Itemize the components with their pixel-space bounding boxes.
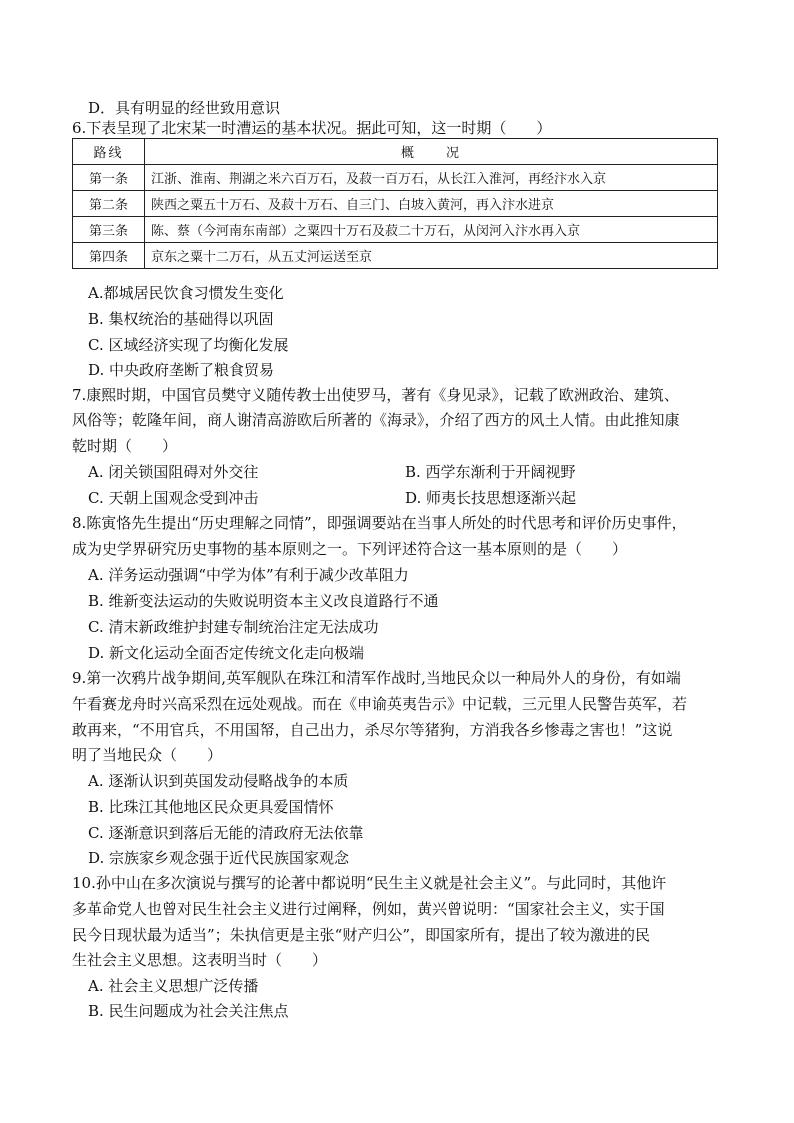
q10-option-a: A. 社会主义思想广泛传播 — [88, 977, 259, 995]
table-header-route: 路线 — [73, 139, 145, 165]
q9-stem-line-4: 明了当地民众（ ） — [72, 746, 223, 764]
q7-stem-line-3: 乾时期（ ） — [72, 437, 178, 455]
q8-option-d: D. 新文化运动全面否定传统文化走向极端 — [88, 644, 365, 662]
q7-option-c: C. 天朝上国观念受到冲击 — [88, 489, 259, 507]
q6-option-c: C. 区域经济实现了均衡化发展 — [88, 336, 289, 354]
q10-stem-line-4: 生社会主义思想。这表明当时（ ） — [72, 951, 328, 969]
table-row — [73, 243, 718, 269]
q8-option-a: A. 洋务运动强调“中学为体”有利于减少改革阻力 — [88, 566, 409, 584]
q10-stem-line-1: 10.孙中山在多次演说与撰写的论著中都说明“民生主义就是社会主义”。与此同时，其他许 — [72, 874, 667, 892]
table-row — [73, 165, 718, 191]
q7-option-b: B. 西学东渐利于开阔视野 — [405, 463, 576, 481]
q9-stem-line-1: 9.第一次鸦片战争期间,英军舰队在珠江和清军作战时,当地民众以一种局外人的身份，有如端 — [72, 669, 681, 687]
q5-option-d: D．具有明显的经世致用意识 — [88, 99, 281, 117]
q8-stem-line-1: 8.陈寅恪先生提出“历史理解之同情”，即强调要站在当事人所处的时代思考和评价历史事件， — [72, 514, 687, 532]
q7-option-d: D. 师夷长技思想逐渐兴起 — [405, 489, 577, 507]
q6-option-b: B. 集权统治的基础得以巩固 — [88, 310, 274, 328]
q7-stem-line-2: 风俗等；乾隆年间，商人谢清高游欧后所著的《海录》，介绍了西方的风土人情。由此推知康 — [72, 411, 680, 429]
table-cell-summary: 京东之粟十二万石，从五丈河运送至京 — [145, 243, 718, 269]
q8-stem-line-2: 成为史学界研究历史事物的基本原则之一。下列评述符合这一基本原则的是（ ） — [72, 540, 628, 558]
q10-option-b: B. 民生问题成为社会关注焦点 — [88, 1002, 289, 1020]
q6-option-a: A.都城居民饮食习惯发生变化 — [88, 284, 284, 302]
table-cell-route: 第一条 — [73, 165, 145, 191]
table-row — [73, 191, 718, 217]
table-cell-route: 第四条 — [73, 243, 145, 269]
q6-option-d: D. 中央政府垄断了粮食贸易 — [88, 361, 275, 379]
q7-stem-line-1: 7.康熙时期，中国官员樊守义随传教士出使罗马，著有《身见录》，记载了欧洲政治、建筑、 — [72, 386, 679, 404]
q8-option-c: C. 清末新政维护封建专制统治注定无法成功 — [88, 618, 379, 636]
q9-option-c: C. 逐渐意识到落后无能的清政府无法依靠 — [88, 824, 364, 842]
q9-stem-line-3: 敢再来，“不用官兵，不用国帑，自己出力，杀尽尔等猪狗，方消我各乡惨毒之害也！”这说 — [72, 721, 673, 739]
q8-option-b: B. 维新变法运动的失败说明资本主义改良道路行不通 — [88, 592, 439, 610]
q9-option-b: B. 比珠江其他地区民众更具爱国情怀 — [88, 798, 334, 816]
q9-option-d: D. 宗族家乡观念强于近代民族国家观念 — [88, 849, 350, 867]
q6-table — [72, 138, 718, 269]
q9-option-a: A. 逐渐认识到英国发动侵略战争的本质 — [88, 772, 349, 790]
q9-stem-line-2: 午看赛龙舟时兴高采烈在远处观战。而在《申谕英夷告示》中记载，三元里人民警告英军，若 — [72, 695, 688, 713]
q6-stem: 6.下表呈现了北宋某一时漕运的基本状况。据此可知，这一时期（ ） — [72, 119, 552, 137]
table-cell-summary: 陈、蔡（今河南东南部）之粟四十万石及菽二十万石，从闵河入汴水再入京 — [145, 217, 718, 243]
table-cell-route: 第三条 — [73, 217, 145, 243]
table-row — [73, 217, 718, 243]
q10-stem-line-3: 民今日现状最为适当”；朱执信更是主张“财产归公”，即国家所有，提出了较为激进的民 — [72, 926, 651, 944]
table-cell-summary: 江浙、淮南、荆湖之米六百万石，及菽一百万石，从长江入淮河，再经汴水入京 — [145, 165, 718, 191]
table-cell-route: 第二条 — [73, 191, 145, 217]
table-cell-summary: 陕西之粟五十万石、及菽十万石、自三门、白坡入黄河，再入汴水进京 — [145, 191, 718, 217]
table-header-summary: 概 况 — [145, 139, 718, 165]
table-header-row — [73, 139, 718, 165]
q10-stem-line-2: 多革命党人也曾对民生社会主义进行过阐释，例如，黄兴曾说明：“国家社会主义，实于国 — [72, 900, 665, 918]
q7-option-a: A. 闭关锁国阻碍对外交往 — [88, 463, 259, 481]
